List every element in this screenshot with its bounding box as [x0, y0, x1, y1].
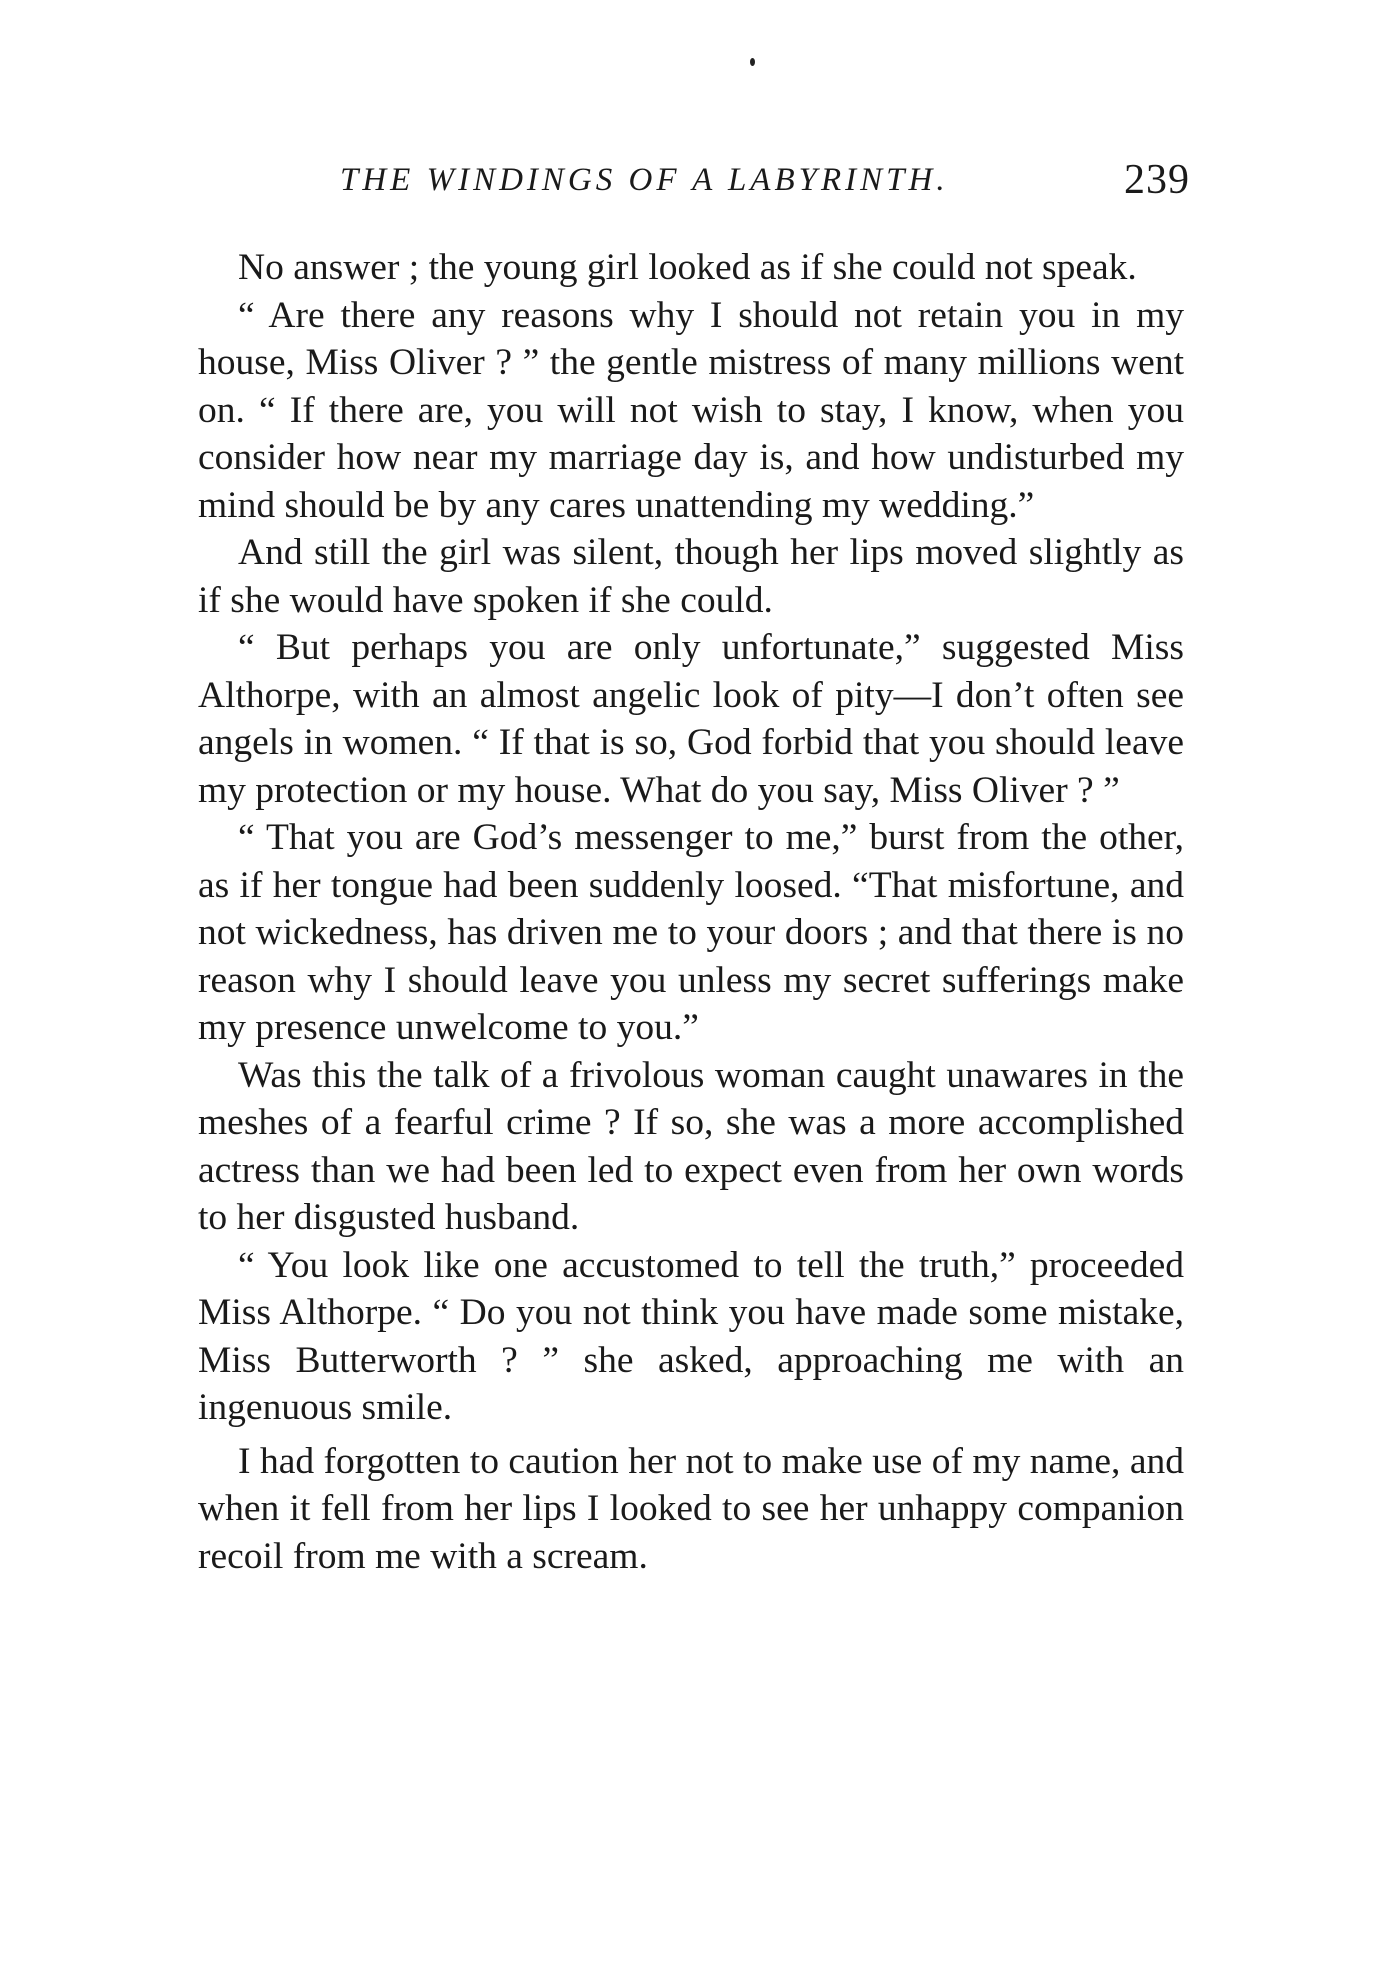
running-title: THE WINDINGS OF A LABYRINTH. — [340, 162, 949, 198]
paragraph: No answer ; the young girl looked as if she could not speak. — [238, 247, 1137, 288]
ink-speck — [750, 58, 755, 66]
paragraph: “ That you are God’s messenger to me,” burst from the other, as if her tongue had been suddenly loosed. “That misfortune, and not wickedness, has driven me to your doors ; and that there is no reason why I should leave you unless my secret sufferings make my presence unwelcome to you.” — [198, 817, 1184, 1048]
paragraph: I had forgotten to caution her not to make use of my name, and when it fell from her lips I looked to see her unhappy companion recoil from me with a scream. — [198, 1440, 1184, 1577]
paragraph: And still the girl was silent, though her lips moved slightly as if she would have spoken if she could. — [198, 532, 1184, 621]
page-number: 239 — [1124, 157, 1190, 203]
running-head — [200, 156, 1190, 216]
paragraph: Was this the talk of a frivolous woman caught unawares in the meshes of a fearful crime ? If so, she was a more accomplished actress than we had been led to expect even from her own words to her disgusted husband. — [198, 1054, 1184, 1238]
paragraph: “ You look like one accustomed to tell the truth,” proceeded Miss Althorpe. “ Do you not think you have made some mistake, Miss Butterworth ? ” she asked, approaching me with an ingenuous smile. — [198, 1244, 1184, 1428]
body-text — [198, 244, 1184, 1580]
paragraph: “ But perhaps you are only unfortunate,” suggested Miss Althorpe, with an almost angelic look of pity—I don’t often see angels in women. “ If that is so, God forbid that you should leave my protection or my house. What do you say, Miss Oliver ? ” — [198, 627, 1184, 811]
paragraph: “ Are there any reasons why I should not retain you in my house, Miss Oliver ? ” the gentle mistress of many millions went on. “ If there are, you will not wish to stay, I know, when you consider how near my marriage day is, and how undisturbed my mind should be by any cares unattending my wedding.” — [198, 294, 1184, 526]
